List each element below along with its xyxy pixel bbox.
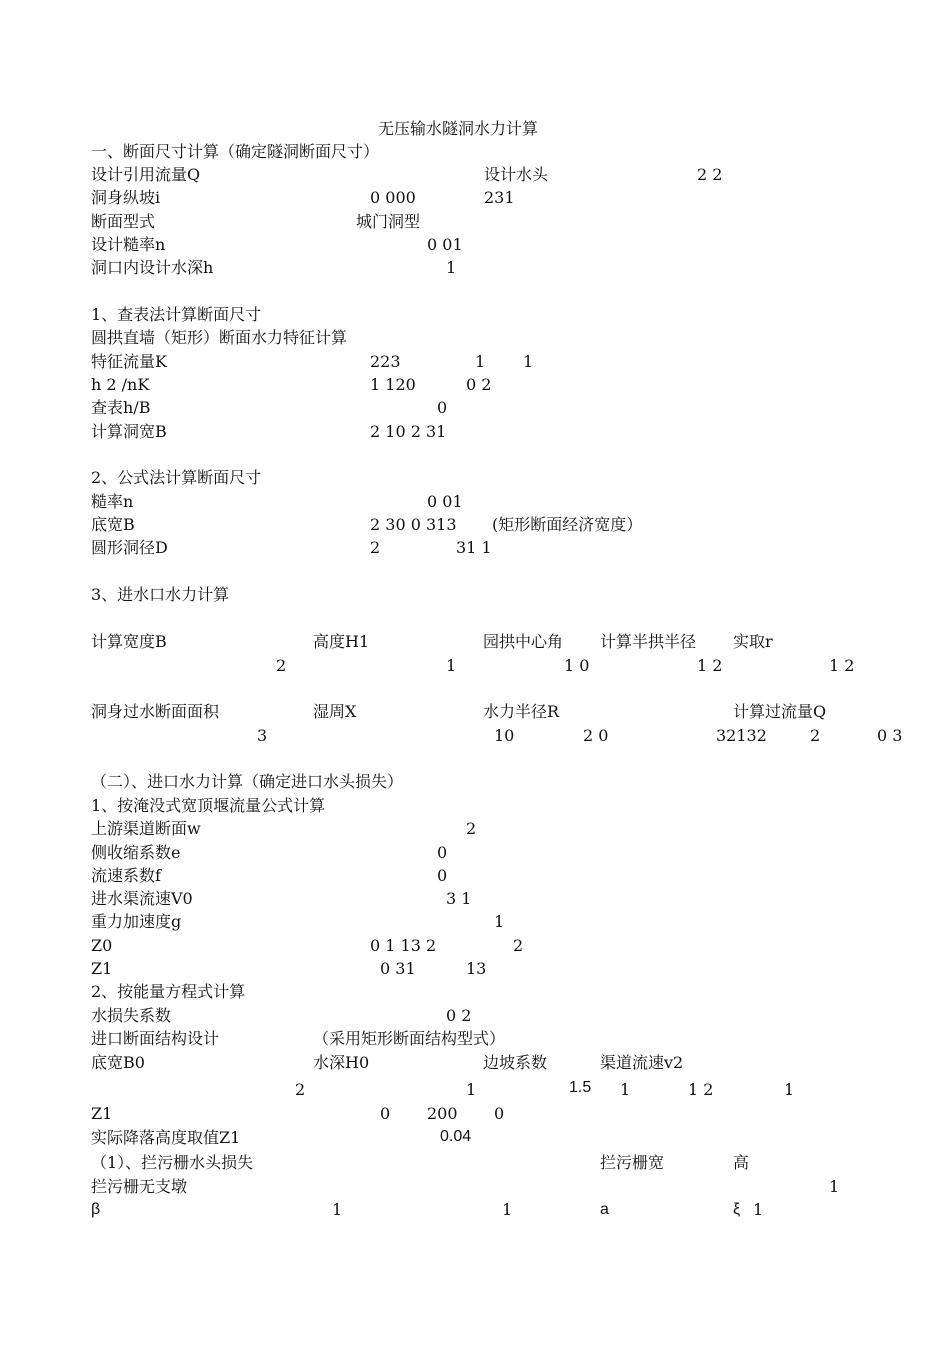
row-value: 223 bbox=[370, 352, 401, 371]
section-subheading: 圆拱直墙（矩形）断面水力特征计算 bbox=[91, 328, 348, 347]
column-header: 计算过流量Q bbox=[733, 702, 827, 721]
row-value: 城门洞型 bbox=[356, 212, 421, 231]
row-label: 特征流量K bbox=[91, 352, 167, 371]
cell-value: 3 bbox=[257, 726, 268, 745]
row-value: 2 10 2 31 bbox=[370, 422, 447, 441]
cell-value: 1 2 bbox=[688, 1080, 714, 1099]
row-value: 1 bbox=[446, 258, 457, 277]
column-header: 园拱中心角 bbox=[483, 632, 564, 651]
row-value: 设计水头 bbox=[484, 165, 549, 184]
section-heading: （二）、进口水力计算（确定进口水头损失） bbox=[91, 772, 404, 791]
row-value: 0 2 bbox=[466, 375, 492, 394]
column-header: 湿周X bbox=[313, 702, 357, 721]
row-value: 0.04 bbox=[440, 1128, 472, 1145]
column-header: 底宽B0 bbox=[91, 1053, 145, 1072]
section-heading: 一、断面尺寸计算（确定隧洞断面尺寸） bbox=[91, 142, 380, 161]
row-value: 0 01 bbox=[427, 235, 463, 254]
column-header: 实取r bbox=[733, 632, 773, 651]
cell-value: 1 0 bbox=[564, 656, 590, 675]
page-title: 无压输水隧洞水力计算 bbox=[378, 119, 539, 138]
row-label: 拦污栅无支墩 bbox=[91, 1177, 188, 1196]
row-value: 2 30 0 313 bbox=[370, 515, 457, 534]
row-value: 0 2 bbox=[446, 1006, 472, 1025]
row-value: 0 bbox=[437, 866, 448, 885]
row-label: 断面型式 bbox=[91, 212, 156, 231]
row-note: (矩形断面经济宽度） bbox=[492, 515, 643, 534]
row-value: 0 31 bbox=[380, 959, 416, 978]
row-label: 进水渠流速V0 bbox=[91, 889, 193, 908]
cell-value: 1 bbox=[784, 1080, 795, 1099]
row-label: h 2 /nK bbox=[91, 375, 150, 394]
row-value: 3 1 bbox=[446, 889, 472, 908]
row-value: 0 01 bbox=[427, 492, 463, 511]
cell-value: 1.5 bbox=[569, 1079, 592, 1096]
row-note: （采用矩形断面结构型式） bbox=[313, 1029, 506, 1048]
row-label: β bbox=[91, 1201, 101, 1218]
row-label: 计算洞宽B bbox=[91, 422, 167, 441]
row-value: 1 bbox=[753, 1200, 764, 1219]
row-label: 圆形洞径D bbox=[91, 538, 168, 557]
row-label: 底宽B bbox=[91, 515, 135, 534]
row-label: 侧收缩系数e bbox=[91, 843, 181, 862]
row-value: 1 bbox=[829, 1177, 840, 1196]
row-value: 0 000 bbox=[370, 188, 416, 207]
row-label: Z1 bbox=[91, 959, 113, 978]
row-value: 200 bbox=[427, 1104, 458, 1123]
cell-value: 2 bbox=[295, 1080, 306, 1099]
cell-value: 1 bbox=[446, 656, 457, 675]
cell-value: 1 2 bbox=[829, 656, 855, 675]
row-value: 0 1 13 2 bbox=[370, 936, 437, 955]
row-value: 1 bbox=[523, 352, 534, 371]
row-value: ξ bbox=[733, 1201, 741, 1218]
row-label: 查表h/B bbox=[91, 398, 151, 417]
row-value: 2 bbox=[513, 936, 524, 955]
column-header: 水深H0 bbox=[313, 1053, 370, 1072]
cell-value: 1 bbox=[620, 1080, 631, 1099]
row-value: 2 bbox=[370, 538, 381, 557]
cell-value: 0 3 bbox=[877, 726, 903, 745]
cell-value: 2 bbox=[276, 656, 287, 675]
row-value: 0 bbox=[437, 398, 448, 417]
row-value: 2 bbox=[466, 819, 477, 838]
row-label: 洞口内设计水深h bbox=[91, 258, 214, 277]
column-header: 渠道流速v2 bbox=[600, 1053, 684, 1072]
row-label: 设计引用流量Q bbox=[91, 165, 201, 184]
column-header: 洞身过水断面面积 bbox=[91, 702, 220, 721]
row-label: 实际降落高度取值Z1 bbox=[91, 1128, 241, 1147]
row-value: 拦污栅宽 bbox=[600, 1153, 665, 1172]
row-value: 1 120 bbox=[370, 375, 416, 394]
row-value: 1 bbox=[475, 352, 486, 371]
cell-value: 2 bbox=[810, 726, 821, 745]
section-subheading: 1、按淹没式宽顶堰流量公式计算 bbox=[91, 796, 326, 815]
row-value: 1 bbox=[502, 1200, 513, 1219]
row-value: 1 bbox=[494, 912, 505, 931]
column-header: 水力半径R bbox=[483, 702, 560, 721]
column-header: 计算宽度B bbox=[91, 632, 167, 651]
column-header: 边坡系数 bbox=[483, 1053, 548, 1072]
row-label: 设计糙率n bbox=[91, 235, 166, 254]
row-label: Z0 bbox=[91, 936, 113, 955]
row-value: 高 bbox=[733, 1153, 750, 1172]
row-value: 0 bbox=[380, 1104, 391, 1123]
row-label: （1）、拦污栅水头损失 bbox=[91, 1153, 254, 1172]
column-header: 计算半拱半径 bbox=[600, 632, 697, 651]
row-value: 2 2 bbox=[697, 165, 723, 184]
row-value: 231 bbox=[484, 188, 515, 207]
section-heading: 1、查表法计算断面尺寸 bbox=[91, 305, 262, 324]
row-label: 糙率n bbox=[91, 492, 134, 511]
cell-value: 1 bbox=[466, 1080, 477, 1099]
row-value: 31 1 bbox=[456, 538, 492, 557]
row-value: 1 bbox=[332, 1200, 343, 1219]
row-value: 0 bbox=[437, 843, 448, 862]
column-header: 高度H1 bbox=[313, 632, 370, 651]
cell-value: 10 bbox=[494, 726, 515, 745]
row-label: 流速系数f bbox=[91, 866, 161, 885]
section-heading: 2、公式法计算断面尺寸 bbox=[91, 468, 262, 487]
row-label: 上游渠道断面w bbox=[91, 819, 201, 838]
cell-value: 2 0 bbox=[583, 726, 609, 745]
cell-value: 1 2 bbox=[697, 656, 723, 675]
row-value: a bbox=[600, 1201, 609, 1218]
row-label: 洞身纵坡i bbox=[91, 188, 161, 207]
row-label: 重力加速度g bbox=[91, 912, 182, 931]
cell-value: 32132 bbox=[716, 726, 767, 745]
row-label: 进口断面结构设计 bbox=[91, 1029, 220, 1048]
row-label: Z1 bbox=[91, 1104, 113, 1123]
row-label: 水损失系数 bbox=[91, 1006, 172, 1025]
section-subheading: 2、按能量方程式计算 bbox=[91, 982, 246, 1001]
row-value: 0 bbox=[494, 1104, 505, 1123]
section-heading: 3、进水口水力计算 bbox=[91, 585, 230, 604]
row-value: 13 bbox=[466, 959, 487, 978]
